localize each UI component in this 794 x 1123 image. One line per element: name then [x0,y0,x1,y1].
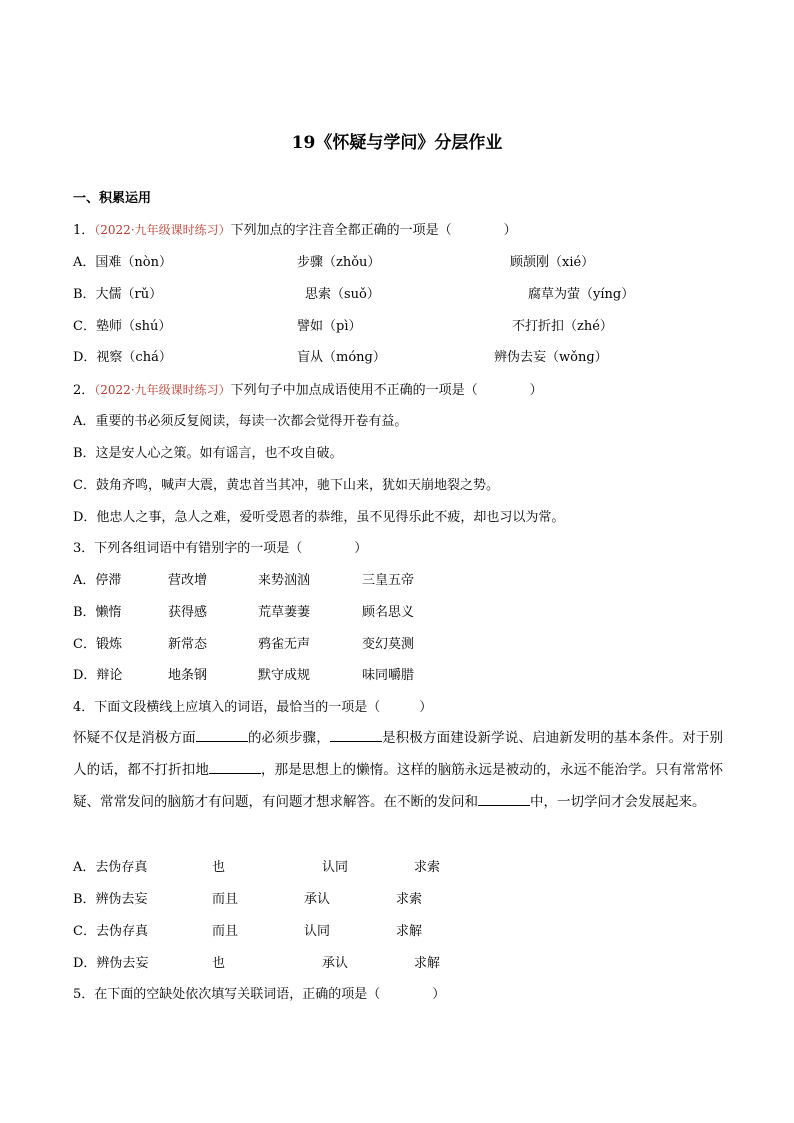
q1-option-d: D．视察（chá） [73,350,172,365]
q3-b-4: 顾名思义 [362,605,415,620]
fill-blank [478,791,530,806]
q4-d-1: D．辨伪去妄 [73,956,149,971]
q2-option-b: B．这是安人心之策。如有谣言，也不攻自破。 [73,446,343,461]
question-text: 下列加点的字注音全都正确的一项是（ ） [230,223,517,238]
question-3-stem: 3．下列各组词语中有错别字的一项是（ ） [73,541,368,556]
q4-a-1: A．去伪存真 [73,860,148,875]
q1-option-d-b: 盲从（mónɡ） [297,350,386,365]
q3-c-2: 新常态 [168,637,208,652]
q4-d-2: 也 [212,956,226,971]
q4-d-3: 承认 [322,956,349,971]
q4-c-1: C．去伪存真 [73,924,148,939]
q3-d-3: 默守成规 [258,668,311,683]
q3-d-2: 地条钢 [168,668,208,683]
q4-a-4: 求索 [414,860,441,875]
q4-d-4: 求解 [414,956,441,971]
question-number: 1． [73,223,95,238]
q4-b-3: 承认 [304,892,331,907]
q1-option-c: C．塾师（shú） [73,319,172,334]
question-number: 2． [73,383,95,398]
q3-c-1: C．锻炼 [73,637,122,652]
q4-c-4: 求解 [396,924,423,939]
q3-d-1: D．辩论 [73,668,123,683]
question-5-stem: 5．在下面的空缺处依次填写关联词语，正确的项是（ ） [73,987,446,1002]
question-text: 下列句子中加点成语使用不正确的一项是（ ） [230,383,543,398]
q3-a-1: A．停滞 [73,573,122,588]
q1-option-b-b: 思索（suǒ） [305,287,380,302]
q4-a-3: 认同 [322,860,349,875]
q4-passage: 怀疑不仅是消极方面 的必须步骤， 是积极方面建设新学说、启迪新发明的基本条件。对于别人的话，都不打折扣地 ，那是思想上的懒惰。这样的脑筋永远是被动的，永远不能治学。只有常常怀疑、常常发问的脑筋才有问题，有问题才想求解答。在不断的发问和 中，一切学问才会发展起来。 [73,722,723,818]
q4-b-4: 求索 [396,892,423,907]
q3-c-4: 变幻莫测 [362,637,415,652]
q4-c-2: 而且 [212,924,239,939]
q3-b-3: 荒草萋萋 [258,605,311,620]
q1-option-a-c: 顾颉刚（xié） [510,255,595,270]
q2-option-a: A．重要的书必须反复阅读，每读一次都会觉得开卷有益。 [73,414,408,429]
fill-blank [196,727,248,742]
q1-option-a-b: 步骤（zhǒu） [297,255,381,270]
q1-option-c-b: 譬如（pì） [297,319,362,334]
q3-b-1: B．懒惰 [73,605,122,620]
q1-option-c-c: 不打折扣（zhé） [512,319,613,334]
question-4-stem: 4．下面文段横线上应填入的词语，最恰当的一项是（ ） [73,700,433,715]
fill-blank [330,727,382,742]
question-source: （2022·九年级课时练习） [94,383,231,397]
q3-c-3: 鸦雀无声 [258,637,311,652]
q2-option-c: C．鼓角齐鸣，喊声大震，黄忠首当其冲，驰下山来，犹如天崩地裂之势。 [73,478,499,493]
q4-b-2: 而且 [212,892,239,907]
question-2-stem [73,381,543,400]
q3-d-4: 味同嚼腊 [362,668,415,683]
q1-option-b-c: 腐草为萤（yíng） [528,287,635,302]
fill-blank [209,759,261,774]
q1-option-d-c: 辨伪去妄（wǒnɡ） [494,350,608,365]
q3-b-2: 获得感 [168,605,208,620]
q1-option-b: B．大儒（rǔ） [73,287,163,302]
q4-c-3: 认同 [304,924,331,939]
q2-option-d: D．他忠人之事，急人之难，爱听受恩者的恭维，虽不见得乐此不疲，却也习以为常。 [73,510,565,525]
q1-option-a: A．国难（nòn） [73,255,172,270]
q4-b-1: B．辨伪去妄 [73,892,148,907]
q3-a-4: 三皇五帝 [362,573,415,588]
q3-a-2: 营改增 [168,573,208,588]
page-title: 19《怀疑与学问》分层作业 [291,133,503,153]
section-heading: 一、积累运用 [73,191,152,206]
question-source: （2022·九年级课时练习） [94,223,231,237]
question-1-stem [73,221,517,240]
q4-a-2: 也 [212,860,226,875]
q3-a-3: 来势汹汹 [258,573,311,588]
